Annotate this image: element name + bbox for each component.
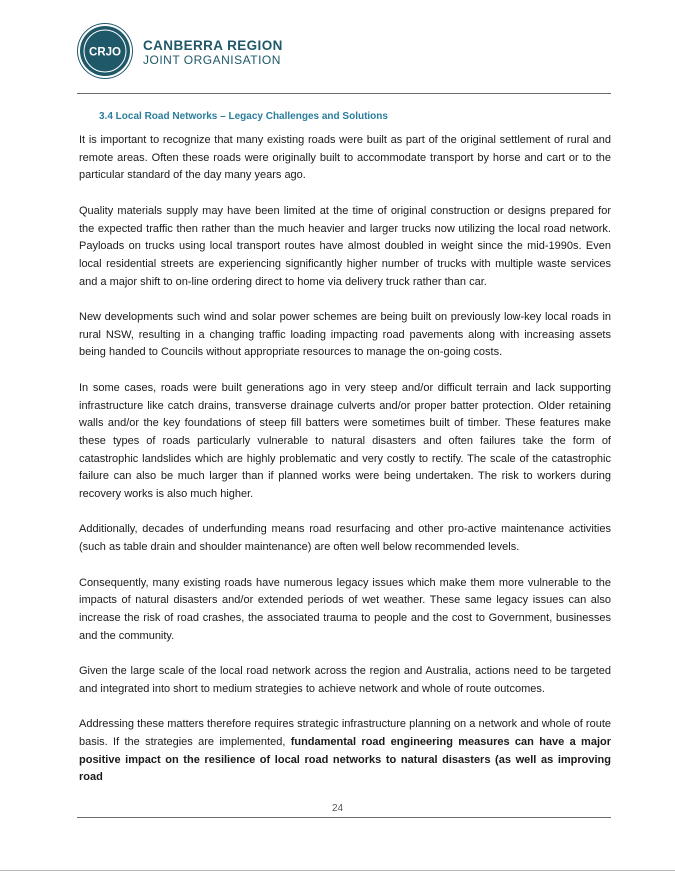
crjo-logo	[80, 26, 130, 76]
section-heading: 3.4 Local Road Networks – Legacy Challenges and Solutions	[99, 111, 388, 122]
paragraph-bold-text: fundamental road engineering measures can have a major positive impact on the resilience of local road networks to natural disasters (as well as improving road	[79, 735, 611, 784]
paragraph: Quality materials supply may have been limited at the time of original construction or designs prepared for the expected traffic then rather than the much heavier and larger trucks now utilizing the local road network. Payloads on trucks using local transport routes have almost doubled in weight since the mid-1990s. Even local residential streets are experiencing significantly higher number of trucks with multiple waste services and a major shift to on-line ordering direct to home via delivery truck rather than car.	[79, 204, 611, 288]
body-text	[79, 132, 611, 805]
page-header	[80, 26, 615, 94]
paragraph: New developments such wind and solar power schemes are being built on previously low-key local roads in rural NSW, resulting in a changing traffic loading impacting road pavements along with increasing assets being handed to Councils without appropriate resources to manage the on-going costs.	[79, 311, 611, 359]
paragraph: Consequently, many existing roads have numerous legacy issues which make them more vulnerable to the impacts of natural disasters and/or extended periods of wet weather. These same legacy issues can also increase the risk of road crashes, the associated trauma to people and the cost to Government, businesses and the community.	[79, 576, 611, 642]
paragraph-plain-text: Addressing these matters therefore requires strategic infrastructure planning on a network and whole of route basis. If the strategies are implemented,	[79, 718, 611, 748]
paragraph: It is important to recognize that many existing roads were built as part of the original settlement of rural and remote areas. Often these roads were originally built to accommodate transport by horse and cart or to the particular standard of the day many years ago.	[79, 134, 611, 182]
paragraph: Given the large scale of the local road network across the region and Australia, actions need to be targeted and integrated into short to medium strategies to achieve network and whole of route outcomes.	[79, 665, 611, 695]
paragraph-last	[79, 716, 611, 787]
org-name: CANBERRA REGION	[143, 38, 283, 53]
paragraph: In some cases, roads were built generations ago in very steep and/or difficult terrain and lack supporting infrastructure like catch drains, transverse drainage culverts and/or proper batter protection. Older retaining walls and/or the key foundations of steep fill batters were sometimes built of timber. These features make these types of roads particularly vulnerable to natural disasters and often failures take the form of catastrophic landslides which are highly problematic and very costly to rectify. The scale of the catastrophic failure can also be much larger than if planned works were being undertaken. The risk to workers during recovery works is also much higher.	[79, 381, 611, 501]
footer-divider	[77, 817, 611, 818]
paragraph: Additionally, decades of underfunding means road resurfacing and other pro-active maintenance activities (such as table drain and shoulder maintenance) are often well below recommended levels.	[79, 523, 611, 554]
header-divider	[77, 93, 611, 94]
page-number: 24	[331, 803, 344, 814]
org-subtitle: JOINT ORGANISATION	[143, 53, 281, 67]
page-edge	[0, 870, 675, 871]
logo-text: CRJO	[89, 46, 121, 59]
